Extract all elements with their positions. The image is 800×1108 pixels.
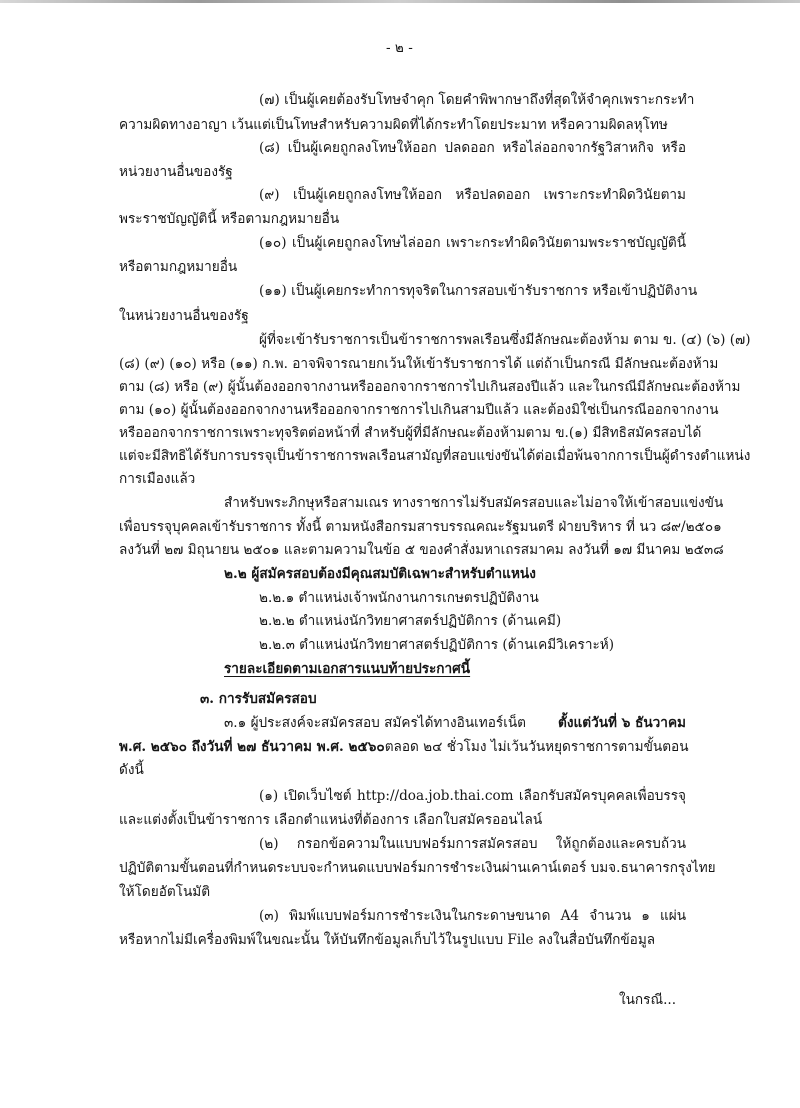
clause-11-line-1: (๑๑) เป็นผู้เคยกระทำการทุจริตในการสอบเข้ารับราชการ หรือเข้าปฏิบัติงาน	[259, 283, 698, 299]
clause-7-line-2: ความผิดทางอาญา เว้นแต่เป็นโทษสำหรับความผิดที่ได้กระทำโดยประมาท หรือความผิดลหุโทษ	[119, 117, 668, 133]
exemption-paragraph-line-7: การเมืองแล้ว	[119, 471, 196, 487]
step-1-line-1: (๑) เปิดเว็บไซต์ http://doa.job.thai.com เลือกรับสมัครบุคคลเพื่อบรรจุ	[259, 788, 686, 804]
exemption-paragraph-line-6: แต่จะมีสิทธิได้รับการบรรจุเป็นข้าราชการพลเรือนสามัญที่สอบแข่งขันได้ต่อเมื่อพ้นจากการเป็นผู้ดำรงตำแหน่ง	[119, 448, 751, 464]
clause-7-line-1: (๗) เป็นผู้เคยต้องรับโทษจำคุก โดยคำพิพากษาถึงที่สุดให้จำคุกเพราะกระทำ	[259, 92, 695, 108]
section-2-2-heading: ๒.๒ ผู้สมัครสอบต้องมีคุณสมบัติเฉพาะสำหรับตำแหน่ง	[224, 566, 536, 582]
exemption-paragraph-line-3: ตาม (๘) หรือ (๙) ผู้นั้นต้องออกจากงานหรือออกจากราชการไปเกินสองปีแล้ว และในกรณีมีลักษณะต้องห้าม	[119, 379, 741, 395]
section-3-1-line-2	[119, 737, 689, 757]
clause-11-line-2: ในหน่วยงานอื่นของรัฐ	[119, 308, 249, 324]
exemption-paragraph-line-2: (๘) (๙) (๑๐) หรือ (๑๑) ก.พ. อาจพิจารณายกเว้นให้เข้ารับราชการได้ แต่ถ้าเป็นกรณี มีลักษณะต้องห้าม	[119, 356, 719, 372]
step-3-line-2: หรือหากไม่มีเครื่องพิมพ์ในขณะนั้น ให้บันทึกข้อมูลเก็บไว้ในรูปแบบ File ลงในสื่อบันทึกข้อมูล	[119, 932, 656, 948]
application-hours: ตลอด ๒๔ ชั่วโมง ไม่เว้นวันหยุดราชการตามขั้นตอน	[384, 739, 689, 755]
position-2-2-1: ๒.๒.๑ ตำแหน่งเจ้าพนักงานการเกษตรปฏิบัติงาน	[259, 590, 539, 606]
section-3-1-intro: ๓.๑ ผู้ประสงค์จะสมัครสอบ สมัครได้ทางอินเทอร์เน็ต	[224, 715, 526, 731]
step-2-line-1: (๒) กรอกข้อความในแบบฟอร์มการสมัครสอบ ให้ถูกต้องและครบถ้วน	[259, 836, 686, 852]
position-2-2-3: ๒.๒.๓ ตำแหน่งนักวิทยาศาสตร์ปฏิบัติการ (ด้านเคมีวิเคราะห์)	[259, 637, 615, 653]
clause-10-line-2: หรือตามกฎหมายอื่น	[119, 259, 238, 275]
monk-paragraph-line-1: สำหรับพระภิกษุหรือสามเณร ทางราชการไม่รับสมัครสอบและไม่อาจให้เข้าสอบแข่งขัน	[224, 495, 724, 511]
scan-edge-artifact	[0, 0, 800, 3]
clause-8-line-2: หน่วยงานอื่นของรัฐ	[119, 164, 233, 180]
clause-10-line-1: (๑๐) เป็นผู้เคยถูกลงโทษไล่ออก เพราะกระทำผิดวินัยตามพระราชบัญญัตินี้	[259, 235, 686, 251]
step-1-line-2: และแต่งตั้งเป็นข้าราชการ เลือกตำแหน่งที่ต้องการ เลือกใบสมัครออนไลน์	[119, 812, 543, 828]
step-2-line-2: ปฏิบัติตามขั้นตอนที่กำหนดระบบจะกำหนดแบบฟอร์มการชำระเงินผ่านเคาน์เตอร์ บมจ.ธนาคารกรุงไทย	[119, 860, 716, 876]
step-2-line-3: ให้โดยอัตโนมัติ	[119, 884, 211, 900]
monk-paragraph-line-2: เพื่อบรรจุบุคคลเข้ารับราชการ ทั้งนี้ ตามหนังสือกรมสารบรรณคณะรัฐมนตรี ฝ่ายบริหาร ที่ นว ๘๙/๒๕๐๑	[119, 519, 722, 535]
section-3-1-line-3: ดังนี้	[119, 762, 144, 778]
continued-marker: ในกรณี...	[619, 992, 677, 1008]
exemption-paragraph-line-5: หรือออกจากราชการเพราะทุจริตต่อหน้าที่ สำหรับผู้ที่มีลักษณะต้องห้ามตาม ข.(๑) มีสิทธิสมัครสอบได้	[119, 425, 702, 441]
application-start-date: ตั้งแต่วันที่ ๖ ธันวาคม	[558, 715, 686, 731]
clause-9-line-1: (๙) เป็นผู้เคยถูกลงโทษให้ออก หรือปลดออก เพราะกระทำผิดวินัยตาม	[259, 187, 686, 203]
position-2-2-2: ๒.๒.๒ ตำแหน่งนักวิทยาศาสตร์ปฏิบัติการ (ด้านเคมี)	[259, 613, 562, 629]
monk-paragraph-line-3: ลงวันที่ ๒๗ มิถุนายน ๒๕๐๑ และตามความในข้อ ๕ ของคำสั่งมหาเถรสมาคม ลงวันที่ ๑๗ มีนาคม ๒๕๓๘	[119, 542, 724, 558]
page-number: - ๒ -	[386, 40, 413, 56]
exemption-paragraph-line-1: ผู้ที่จะเข้ารับราชการเป็นข้าราชการพลเรือนซึ่งมีลักษณะต้องห้าม ตาม ข. (๔) (๖) (๗)	[259, 332, 751, 348]
section-3-1-line-1	[224, 713, 686, 733]
exemption-paragraph-line-4: ตาม (๑๐) ผู้นั้นต้องออกจากงานหรือออกจากราชการไปเกินสามปีแล้ว และต้องมิใช่เป็นกรณีออกจากงาน	[119, 402, 719, 418]
clause-8-line-1: (๘) เป็นผู้เคยถูกลงโทษให้ออก ปลดออก หรือไล่ออกจากรัฐวิสาหกิจ หรือ	[259, 140, 686, 156]
section-3-heading: ๓. การรับสมัครสอบ	[200, 691, 317, 707]
attachment-note: รายละเอียดตามเอกสารแนบท้ายประกาศนี้	[224, 661, 471, 677]
step-3-line-1: (๓) พิมพ์แบบฟอร์มการชำระเงินในกระดาษขนาด A4 จำนวน ๑ แผ่น	[259, 908, 686, 924]
application-end-date: พ.ศ. ๒๕๖๐ ถึงวันที่ ๒๗ ธันวาคม พ.ศ. ๒๕๖๐	[119, 739, 385, 755]
clause-9-line-2: พระราชบัญญัตินี้ หรือตามกฎหมายอื่น	[119, 211, 340, 227]
